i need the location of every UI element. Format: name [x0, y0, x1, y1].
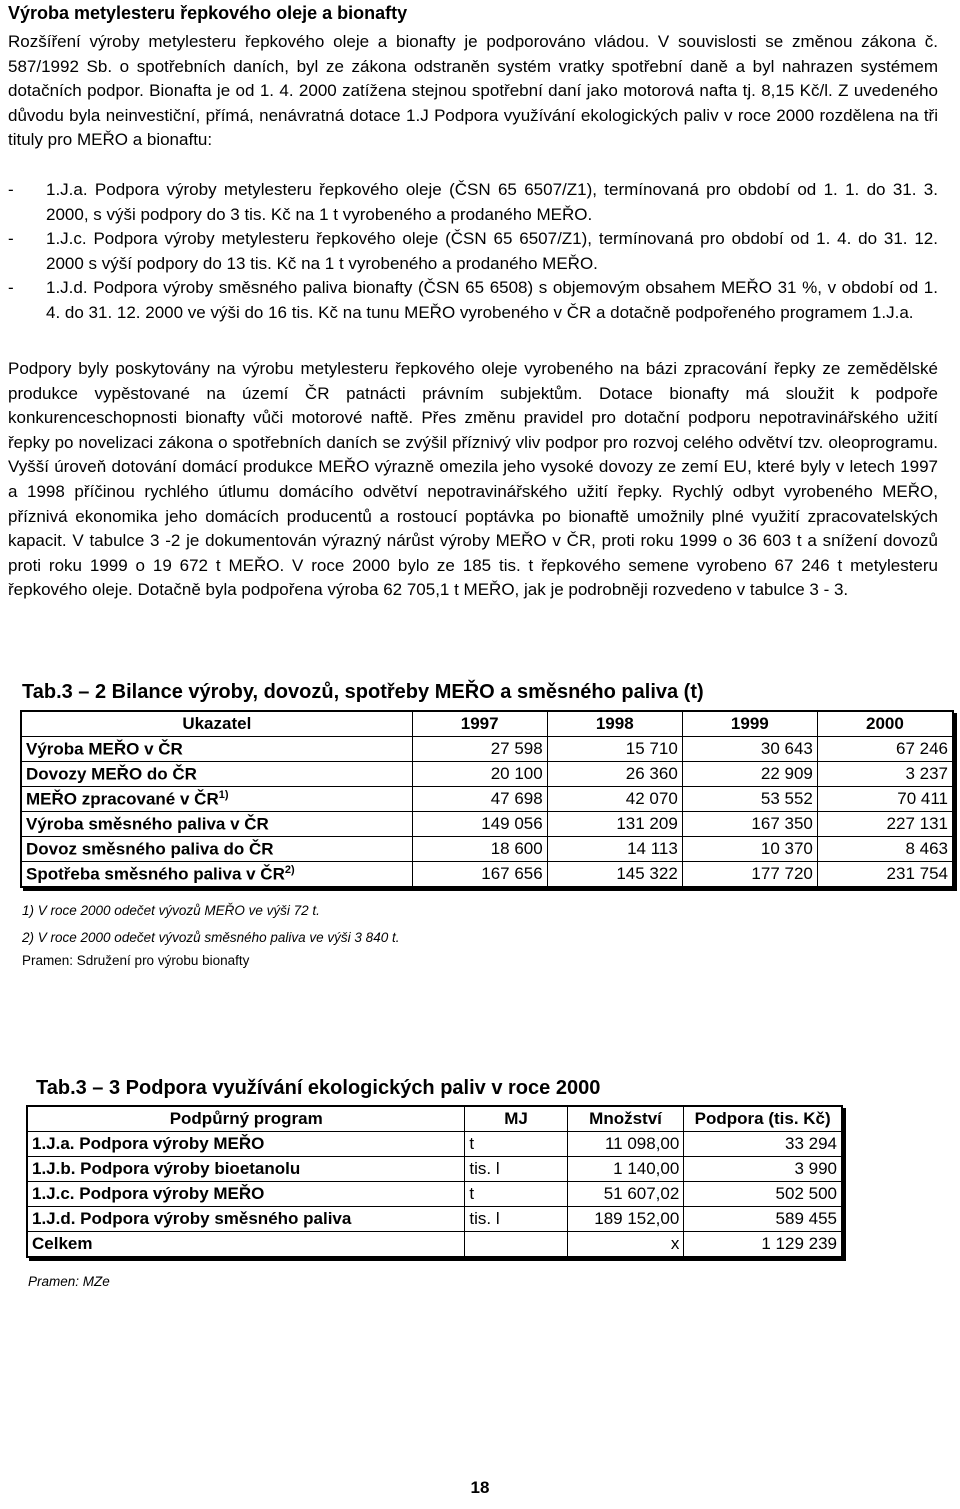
row-label: 1.J.b. Podpora výroby bioetanolu — [27, 1157, 465, 1182]
cell-value: 189 152,00 — [567, 1207, 684, 1232]
table2-title: Tab.3 – 3 Podpora využívání ekologických paliv v roce 2000 — [36, 1077, 601, 1099]
cell-value: 53 552 — [682, 787, 817, 812]
cell-value: 70 411 — [817, 787, 953, 812]
list-dash: - — [8, 278, 14, 298]
row-label: Výroba MEŘO v ČR — [21, 737, 412, 762]
row-label: Dovoz směsného paliva do ČR — [21, 837, 412, 862]
cell-unit — [465, 1232, 567, 1258]
table-row — [21, 812, 953, 837]
cell-value: 1 140,00 — [567, 1157, 684, 1182]
table-row — [27, 1132, 842, 1157]
row-label: Výroba směsného paliva v ČR — [21, 812, 412, 837]
row-label: 1.J.d. Podpora výroby směsného paliva — [27, 1207, 465, 1232]
cell-value: 131 209 — [547, 812, 682, 837]
table-row — [27, 1157, 842, 1182]
cell-value: 1 129 239 — [684, 1232, 842, 1258]
cell-value: 42 070 — [547, 787, 682, 812]
subsidy-list — [8, 178, 938, 326]
cell-value: 20 100 — [412, 762, 547, 787]
cell-value: 26 360 — [547, 762, 682, 787]
cell-value: 8 463 — [817, 837, 953, 862]
table-row — [21, 762, 953, 787]
column-header: 2000 — [817, 711, 953, 737]
column-header: MJ — [465, 1106, 567, 1132]
list-item-text: 1.J.d. Podpora výroby směsného paliva bionafty (ČSN 65 6508) s objemovým obsahem MEŘO 31 %, v období od 1. 4. do 31. 12. 2000 ve výši do 16 tis. Kč na tunu MEŘO vyrobeného v ČR a dotačně podpořeného programem 1.J.a. — [46, 278, 938, 322]
table-row — [27, 1232, 842, 1258]
cell-value: 33 294 — [684, 1132, 842, 1157]
table-row — [27, 1182, 842, 1207]
cell-unit: t — [465, 1132, 567, 1157]
row-label: Dovozy MEŘO do ČR — [21, 762, 412, 787]
cell-unit: t — [465, 1182, 567, 1207]
table1-source: Pramen: Sdružení pro výrobu bionafty — [22, 953, 250, 968]
list-dash: - — [8, 229, 14, 249]
row-label: 1.J.c. Podpora výroby MEŘO — [27, 1182, 465, 1207]
support-paragraph: Podpory byly poskytovány na výrobu metylesteru řepkového oleje vyrobeného na bázi zpracování řepky ze zemědělské produkce vypěstované na území ČR patnácti právním subjektům. Dotace bionafty má sloužit k podpoře konkurenceschopnosti bionafty vůči motorové naftě. Přes změnu pravidel pro dotační podporu nepotravinářského užití řepky po novelizaci zákona o spotřebních daních se zvýšil příznivý vliv podpor pro rozvoj celého odvětví tzv. oleoprogramu. Vyšší úroveň dotování domácí produkce MEŘO výrazně omezila jeho vysoké dovozy ze zemí EU, které byly v letech 1997 a 1998 příčinou rychlého útlumu domácího odvětví nepotravinářského užití řepky. Rychlý odbyt vyrobeného MEŘO, příznivá ekonomika jeho domácích producentů a rostoucí poptávka po bionaftě umožnily plné využití zpracovatelských kapacit. V tabulce 3 -2 je dokumentován výrazný nárůst výroby MEŘO v ČR, proti roku 1999 o 36 603 t a snížení dovozů proti roku 1999 o 19 672 t MEŘO. V roce 2000 bylo ze 185 tis. t řepkového semene vyrobeno 67 246 t metylesteru řepkového oleje. Dotačně byla podpořena výroba 62 705,1 t MEŘO, jak je podrobněji rozvedeno v tabulce 3 - 3. — [8, 359, 938, 600]
list-item-text: 1.J.c. Podpora výroby metylesteru řepkového oleje (ČSN 65 6507/Z1), termínovaná pro období od 1. 4. do 31. 12. 2000 s výší podpory do 13 tis. Kč na 1 t vyrobeného a prodaného MEŘO. — [46, 229, 938, 273]
row-label: Spotřeba směsného paliva v ČR$^{2)}$ — [21, 862, 412, 888]
support-table — [26, 1105, 843, 1258]
cell-value: 589 455 — [684, 1207, 842, 1232]
cell-value: 14 113 — [547, 837, 682, 862]
list-item — [8, 178, 938, 227]
column-header: Podpora (tis. Kč) — [684, 1106, 842, 1132]
row-label: MEŘO zpracované v ČR$^{1)}$ — [21, 787, 412, 812]
cell-value: 145 322 — [547, 862, 682, 888]
column-header: 1997 — [412, 711, 547, 737]
cell-value: 167 350 — [682, 812, 817, 837]
list-item-text: 1.J.a. Podpora výroby metylesteru řepkového oleje (ČSN 65 6507/Z1), termínovaná pro období od 1. 1. do 31. 3. 2000, s výši podpory do 3 tis. Kč na 1 t vyrobeného a prodaného MEŘO. — [46, 180, 938, 224]
cell-value: 18 600 — [412, 837, 547, 862]
table-row — [27, 1207, 842, 1232]
column-header: Množství — [567, 1106, 684, 1132]
table1-footnote-2: 2) V roce 2000 odečet vývozů směsného paliva ve výši 3 840 t. — [22, 930, 400, 945]
cell-value: 167 656 — [412, 862, 547, 888]
cell-value: 30 643 — [682, 737, 817, 762]
table-header-row — [27, 1106, 842, 1132]
cell-value: 177 720 — [682, 862, 817, 888]
list-dash: - — [8, 180, 14, 199]
cell-value: x — [567, 1232, 684, 1258]
column-header: Podpůrný program — [27, 1106, 465, 1132]
cell-value: 10 370 — [682, 837, 817, 862]
cell-value: 231 754 — [817, 862, 953, 888]
table1-footnote-1: 1) V roce 2000 odečet vývozů MEŘO ve výši 72 t. — [22, 903, 320, 918]
cell-value: 149 056 — [412, 812, 547, 837]
cell-unit: tis. l — [465, 1157, 567, 1182]
column-header: 1999 — [682, 711, 817, 737]
section-heading: Výroba metylesteru řepkového oleje a bionafty — [8, 3, 408, 23]
cell-value: 227 131 — [817, 812, 953, 837]
column-header: Ukazatel — [21, 711, 412, 737]
cell-unit: tis. l — [465, 1207, 567, 1232]
table-header-row — [21, 711, 953, 737]
cell-value: 22 909 — [682, 762, 817, 787]
row-label: Celkem — [27, 1232, 465, 1258]
table-row — [21, 837, 953, 862]
balance-table — [20, 710, 954, 888]
cell-value: 47 698 — [412, 787, 547, 812]
list-item — [8, 227, 938, 276]
table2-source: Pramen: MZe — [28, 1274, 110, 1289]
cell-value: 15 710 — [547, 737, 682, 762]
table-row — [21, 787, 953, 812]
page-number: 18 — [470, 1478, 490, 1497]
intro-paragraph: Rozšíření výroby metylesteru řepkového oleje a bionafty je podporováno vládou. V souvislosti se změnou zákona č. 587/1992 Sb. o spotřebních daních, byl ze zákona odstraněn systém vratky spotřební daně a byl nahrazen systémem dotačních podpor. Bionafta je od 1. 4. 2000 zatížena stejnou spotřební daní jako motorová nafta tj. 8,15 Kč/l. Z uvedeného důvodu byla neinvestiční, přímá, nenávratná dotace 1.J Podpora využívání ekologických paliv v roce 2000 rozdělena na tři tituly pro MEŘO a bionaftu: — [8, 32, 938, 150]
row-label: 1.J.a. Podpora výroby MEŘO — [27, 1132, 465, 1157]
list-item — [8, 276, 938, 325]
cell-value: 502 500 — [684, 1182, 842, 1207]
cell-value: 67 246 — [817, 737, 953, 762]
cell-value: 51 607,02 — [567, 1182, 684, 1207]
table-row — [21, 737, 953, 762]
cell-value: 11 098,00 — [567, 1132, 684, 1157]
cell-value: 3 990 — [684, 1157, 842, 1182]
table1-title: Tab.3 – 2 Bilance výroby, dovozů, spotřeby MEŘO a směsného paliva (t) — [22, 681, 704, 703]
cell-value: 27 598 — [412, 737, 547, 762]
column-header: 1998 — [547, 711, 682, 737]
table-row — [21, 862, 953, 888]
cell-value: 3 237 — [817, 762, 953, 787]
